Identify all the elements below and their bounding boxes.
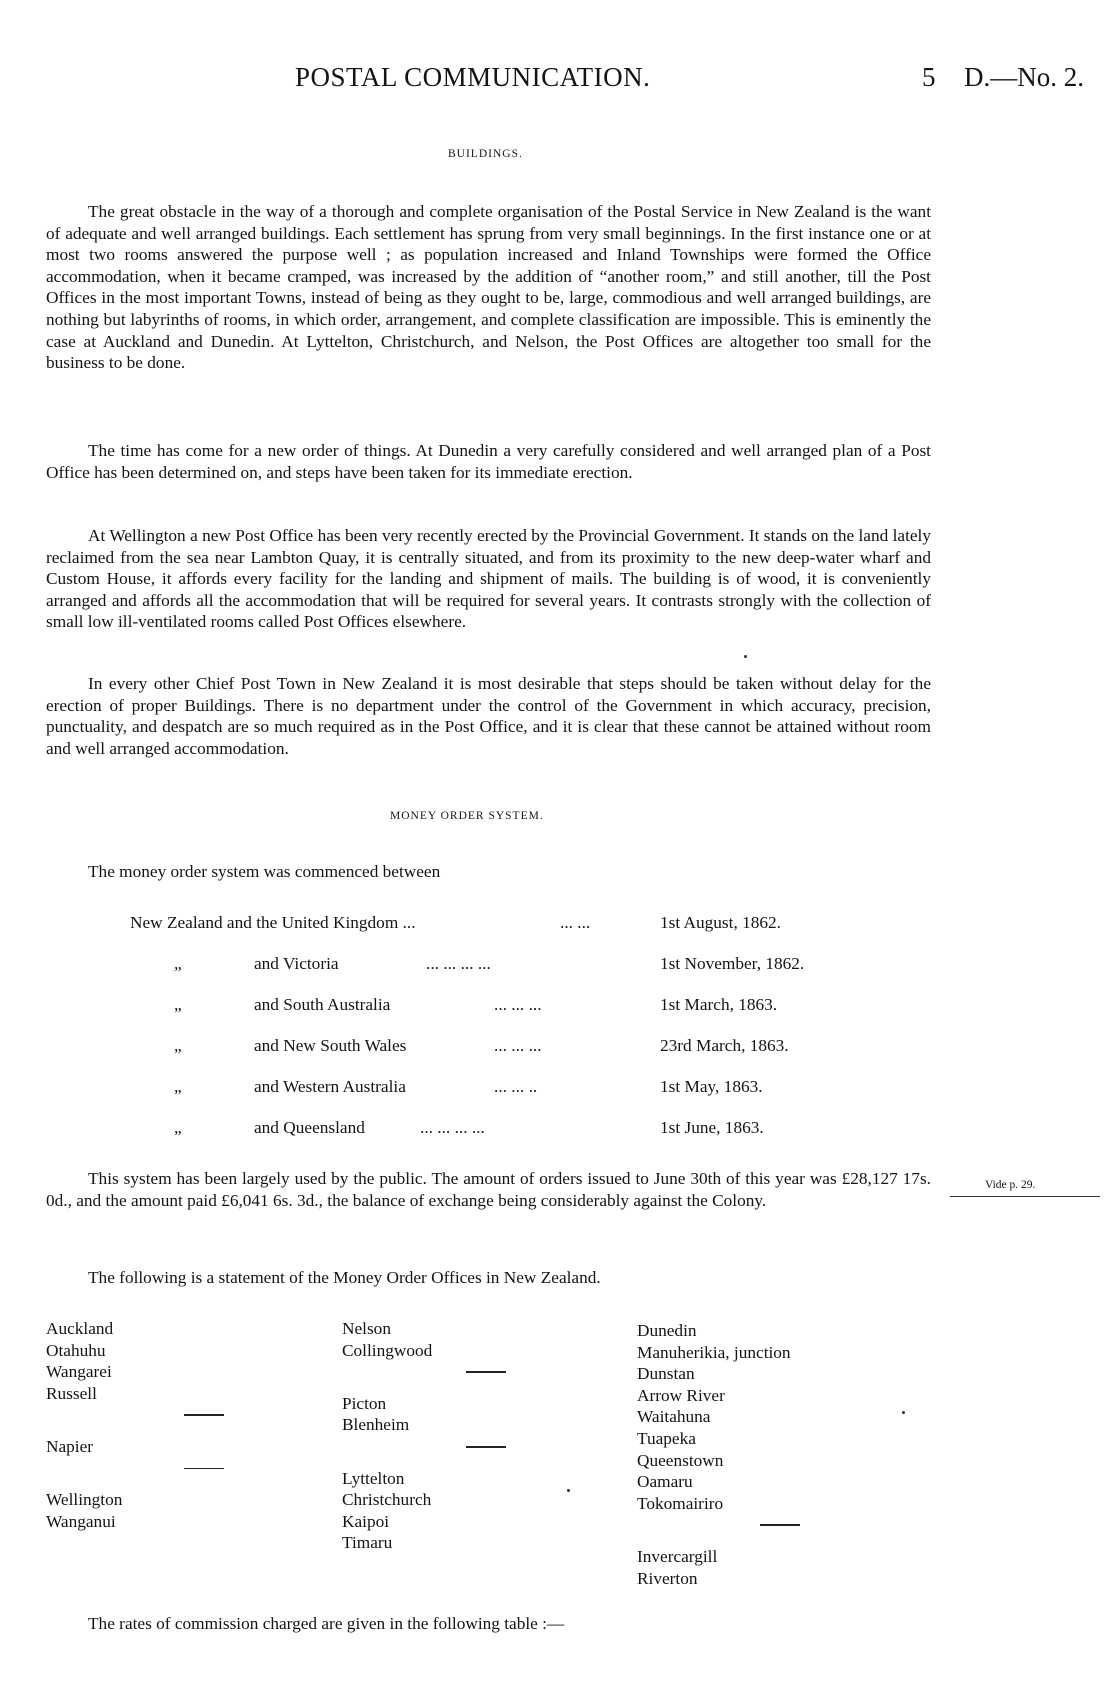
- list-item: Kaipoi: [342, 1511, 390, 1531]
- money-order-usage-paragraph: This system has been largely used by the public. The amount of orders issued to June 30th of this year was £28,127 17s. 0d., and the amount paid £6,041 6s. 3d., the balance of exchange being considerably against the Colony.: [46, 1169, 931, 1210]
- list-item: Wanganui: [46, 1511, 116, 1531]
- row-date: 1st June, 1863.: [660, 1118, 764, 1137]
- list-item: Wellington: [46, 1490, 123, 1510]
- list-item: Timaru: [342, 1533, 393, 1553]
- list-item: Waitahuna: [637, 1407, 711, 1427]
- ditto-mark: „: [174, 995, 182, 1014]
- group-divider: [466, 1446, 506, 1448]
- ditto-mark: „: [174, 1118, 182, 1137]
- list-item: Blenheim: [342, 1415, 410, 1435]
- row-date: 23rd March, 1863.: [660, 1036, 789, 1055]
- ink-speck: [744, 655, 747, 658]
- row-leader-dots: ... ...: [560, 913, 591, 932]
- commission-table-intro: The rates of commission charged are given in the following table :—: [88, 1614, 565, 1633]
- running-header-title: POSTAL COMMUNICATION.: [295, 62, 651, 92]
- list-item: Christchurch: [342, 1490, 432, 1510]
- list-item: Otahuhu: [46, 1340, 106, 1360]
- buildings-paragraph-2: The time has come for a new order of things. At Dunedin a very carefully considered and well arranged plan of a Post Office has been determined on, and steps have been taken for its immediate erection.: [46, 441, 931, 482]
- list-item: Lyttelton: [342, 1468, 405, 1488]
- table-row: [130, 1118, 870, 1142]
- list-item: Tokomairiro: [637, 1493, 724, 1513]
- row-country: and Queensland: [254, 1118, 365, 1137]
- page-number: 5: [922, 62, 936, 92]
- row-date: 1st May, 1863.: [660, 1077, 763, 1096]
- row-date: 1st November, 1862.: [660, 954, 805, 973]
- offices-column-2: [342, 1318, 506, 1554]
- row-leader-dots: ... ... ...: [494, 1036, 542, 1055]
- table-row: [130, 1077, 870, 1101]
- list-item: Manuherikia, junction: [637, 1342, 791, 1362]
- ditto-mark: „: [174, 1036, 182, 1055]
- list-item: Invercargill: [637, 1546, 718, 1566]
- ditto-mark: „: [174, 1077, 182, 1096]
- group-divider: [760, 1524, 800, 1526]
- row-leader-dots: ... ... ... ...: [420, 1118, 485, 1137]
- list-item: Riverton: [637, 1568, 698, 1588]
- row-leader-dots: ... ... ...: [494, 995, 542, 1014]
- buildings-paragraph-3: At Wellington a new Post Office has been very recently erected by the Provincial Government. It stands on the land lately reclaimed from the sea near Lambton Quay, it is centrally situated, and from its proximity to the new deep-water wharf and Custom House, it affords every facility for the landing and shipment of mails. The building is of wood, it is conveniently arranged and affords all the accommodation that will be required for several years. It contrasts strongly with the collection of small low ill-ventilated rooms called Post Offices elsewhere.: [46, 526, 931, 632]
- list-item: Auckland: [46, 1319, 114, 1338]
- list-item: Queenstown: [637, 1450, 724, 1470]
- buildings-heading: BUILDINGS.: [448, 148, 523, 160]
- row-leader-dots: ... ... ... ...: [426, 954, 491, 973]
- ditto-mark: „: [174, 954, 182, 973]
- row-country: and Victoria: [254, 954, 339, 973]
- row-leader-dots: ... ... ..: [494, 1077, 538, 1096]
- list-item: Picton: [342, 1393, 387, 1413]
- group-divider: [466, 1371, 506, 1373]
- table-row: [130, 954, 870, 978]
- buildings-paragraph-4: In every other Chief Post Town in New Zealand it is most desirable that steps should be taken without delay for the erection of proper Buildings. There is no department under the control of the Government in which accuracy, precision, punctuality, and despatch are so much required as in the Post Office, and it is clear that these cannot be attained without room and well arranged accommodation.: [46, 674, 931, 758]
- row-country: and Western Australia: [254, 1077, 406, 1096]
- offices-intro: The following is a statement of the Money Order Offices in New Zealand.: [88, 1268, 601, 1287]
- margin-rule: [950, 1196, 1100, 1197]
- row-country: and New South Wales: [254, 1036, 407, 1055]
- ink-speck: [902, 1411, 905, 1414]
- list-item: Dunedin: [637, 1321, 697, 1340]
- row-date: 1st August, 1862.: [660, 913, 781, 932]
- table-row: [130, 1036, 870, 1060]
- list-item: Nelson: [342, 1319, 391, 1338]
- table-row: [130, 913, 870, 937]
- buildings-paragraph-1: The great obstacle in the way of a thorough and complete organisation of the Postal Service in New Zealand is the want of adequate and well arranged buildings. Each settlement has sprung from very small beginnings. In the first instance one or at most two rooms answered the purpose well ; as population increased and Inland Townships were formed the Office accommodation, when it became cramped, was increased by the addition of “another room,” and still another, till the Post Offices in the most important Towns, instead of being as they ought to be, large, commodious and well arranged buildings, are nothing but labyrinths of rooms, in which order, arrangement, and complete classification are impossible. This is eminently the case at Auckland and Dunedin. At Lyttelton, Christchurch, and Nelson, the Post Offices are altogether too small for the business to be done.: [46, 202, 931, 373]
- list-item: Tuapeka: [637, 1428, 696, 1448]
- table-row: [130, 995, 870, 1019]
- ink-speck: [567, 1489, 570, 1492]
- list-item: Oamaru: [637, 1472, 693, 1492]
- document-reference: D.—No. 2.: [964, 62, 1084, 92]
- money-order-intro: The money order system was commenced between: [88, 862, 441, 881]
- list-item: Napier: [46, 1436, 94, 1456]
- group-divider: [184, 1468, 224, 1470]
- money-order-heading: MONEY ORDER SYSTEM.: [390, 810, 544, 822]
- row-date: 1st March, 1863.: [660, 995, 778, 1014]
- list-item: Dunstan: [637, 1364, 695, 1384]
- group-divider: [184, 1414, 224, 1416]
- list-item: Arrow River: [637, 1385, 725, 1405]
- row-country: New Zealand and the United Kingdom ...: [130, 913, 416, 932]
- margin-note: Vide p. 29.: [985, 1179, 1036, 1191]
- list-item: Wangarei: [46, 1362, 112, 1382]
- list-item: Russell: [46, 1383, 97, 1403]
- row-country: and South Australia: [254, 995, 391, 1014]
- offices-column-3: [637, 1320, 800, 1589]
- list-item: Collingwood: [342, 1340, 433, 1360]
- offices-column-1: [46, 1318, 224, 1532]
